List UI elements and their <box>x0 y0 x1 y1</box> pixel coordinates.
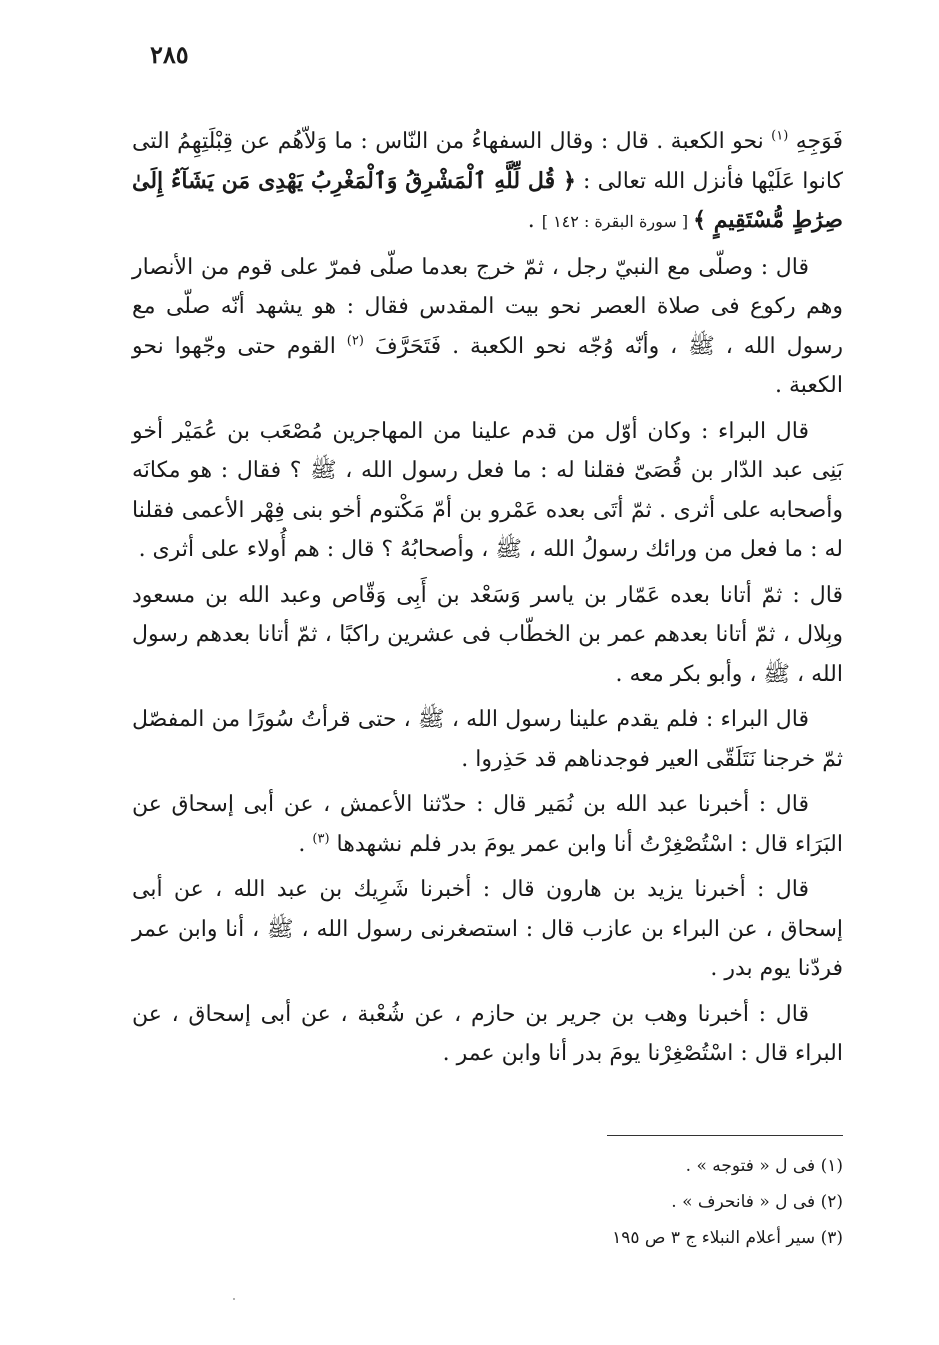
main-text <box>132 122 843 1080</box>
paragraph <box>132 700 843 779</box>
footnote-marker: (٣) <box>312 831 330 847</box>
text-run: قال البراء : وكان أوّل من قدم علينا من المهاجرين مُصْعَب بن عُمَيْر أخو بَنِى عبد الدّار بن قُصَىّ فقلنا له : ما فعل رسول الله ، ﷺ ؟ فقال : هو مكانَه وأصحابه على أثرى . ثمّ أتَى بعده عَمْرو بن أمّ مَكْتوم أخو بنى فِهْر الأعمى فقلنا له : ما فعل من ورائك رسولُ الله ، ﷺ ، وأصحابُهُ ؟ قال : هم أُولاء على أثرى . <box>132 418 843 562</box>
footnote-2: (٢) فى ل « فانحرف » . <box>671 1192 843 1212</box>
paragraph <box>132 995 843 1074</box>
footnotes <box>323 1148 843 1256</box>
text-run: . <box>527 208 542 233</box>
text-run: القوم حتى وجّهوا نحو الكعبة . <box>132 333 843 398</box>
footnote-3: (٣) سير أعلام النبلاء ج ٣ ص ١٩٥ <box>612 1228 843 1248</box>
paragraph <box>132 870 843 989</box>
paragraph <box>132 412 843 570</box>
text-run: قال البراء : فلم يقدم علينا رسول الله ، ﷺ ، حتى قرأتُ سُورًا من المفصّل ثمّ خرجنا نَتَلَقّى العير فوجدناهم قد حَذِروا . <box>132 707 843 772</box>
footnote-marker: (١) <box>771 128 789 144</box>
text-run: قال : أخبرنا عبد الله بن نُمَير قال : حدّثنا الأعمش ، عن أبى إسحاق عن البَرَاء قال : اسْتُصْغِرْتُ أنا وابن عمر يومَ بدر فلم نشهدها <box>132 792 843 857</box>
footnote-divider <box>607 1135 843 1136</box>
text-run: فَوَجِهِ <box>788 129 843 154</box>
footnote-marker: (٢) <box>346 333 364 349</box>
scan-speck <box>233 1298 235 1300</box>
text-run: . <box>298 831 313 857</box>
text-run: قال : وصلّى مع النبيّ رجل ، ثمّ خرج بعدما صلّى فمرّ على قوم من الأنصار وهم ركوع فى صلاة العصر نحو بيت المقدس فقال : هو يشهد أنّه صلّى مع رسول الله ، ﷺ ، وأنّه وُجّه نحو الكعبة . فَتَحَرَّفَ <box>132 254 844 359</box>
verse-reference: [ سورة البقرة : ١٤٢ ] <box>541 212 694 231</box>
paragraph <box>132 576 843 695</box>
paragraph <box>132 122 843 242</box>
paragraph <box>132 785 843 864</box>
page-number: ٢٨٥ <box>150 40 189 69</box>
text-run: نحو الكعبة . قال : وقال السفهاءُ من النّاس : ما وَلاّهُم عن قِبْلَتِهِمُ التى كانوا عَلَيْها فأنزل الله تعالى : <box>132 129 843 194</box>
text-run: قال : ثمّ أتانا بعده عَمّار بن ياسر وَسَعْد بن أَبِى وَقّاص وعبد الله بن مسعود وبِلال ، ثمّ أتانا بعدهم عمر بن الخطّاب فى عشرين راكبًا ، ثمّ أتانا بعدهم رسول الله ، ﷺ ، وأبو بكر معه . <box>132 582 843 687</box>
quran-verse: ﴿ قُل لِّلَّهِ ٱلْمَشْرِقُ وَٱلْمَغْرِبُ يَهْدِى مَن يَشَآءُ إِلَىٰ صِرَٰطٍ مُّسْتَقِيمٍ ﴾ <box>132 167 843 233</box>
paragraph <box>132 248 843 406</box>
text-run: قال : أخبرنا يزيد بن هارون قال : أخبرنا شَرِيك بن عبد الله ، عن أبى إسحاق ، عن البراء بن عازب قال : استصغرنى رسول الله ، ﷺ ، أنا وابن عمر فردّنا يوم بدر . <box>132 877 843 981</box>
text-run: قال : أخبرنا وهب بن جرير بن حازم ، عن شُعْبة ، عن أبى إسحاق ، عن البراء قال : اسْتُصْغِرْنا يومَ بدر أنا وابن عمر . <box>132 1001 843 1066</box>
footnote-1: (١) فى ل « فتوجه » . <box>685 1156 843 1176</box>
